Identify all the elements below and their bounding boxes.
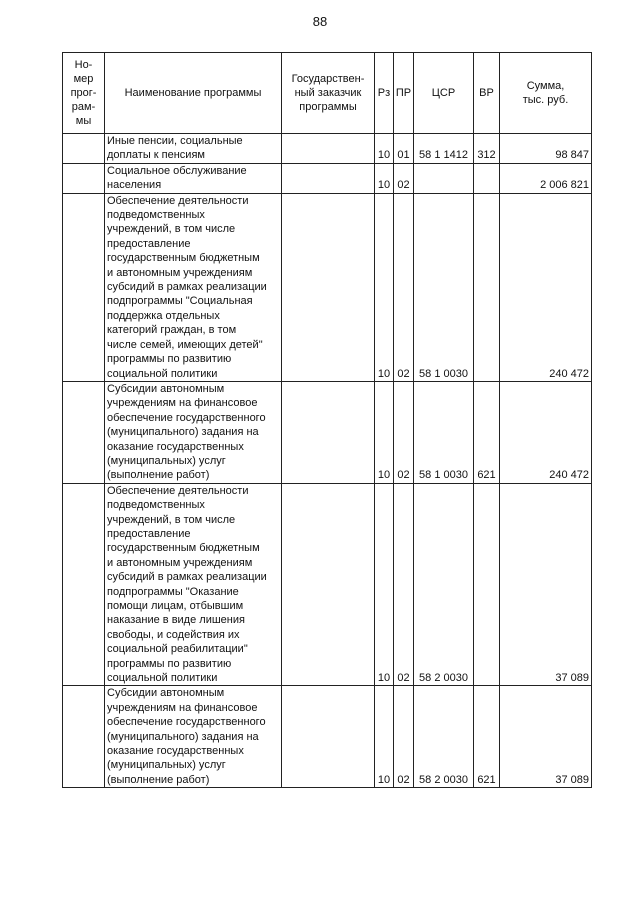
row-customer: [282, 483, 375, 686]
budget-table: [62, 52, 592, 788]
row-rz: 10: [375, 193, 394, 381]
header-customer-text: Государствен- ный заказчик программы: [291, 73, 365, 113]
row-customer: [282, 381, 375, 483]
table-row: [63, 134, 592, 164]
row-customer: [282, 134, 375, 164]
header-number: [63, 53, 105, 134]
row-vr: 621: [474, 686, 500, 788]
row-customer: [282, 193, 375, 381]
row-name: Субсидии автономным учреждениям на финансовое обеспечение государственного (муниципального) задания на оказание государственных (муниципальных) услуг (выполнение работ): [105, 686, 282, 788]
row-rz: 10: [375, 163, 394, 193]
header-pr-text: ПР: [395, 87, 412, 99]
row-csr: [414, 163, 474, 193]
row-sum: 98 847: [500, 134, 592, 164]
header-vr-text: ВР: [479, 87, 494, 99]
row-number: [63, 163, 105, 193]
table-row: [63, 193, 592, 381]
row-sum: 37 089: [500, 483, 592, 686]
row-name: Субсидии автономным учреждениям на финансовое обеспечение государственного (муниципального) задания на оказание государственных (муниципальных) услуг (выполнение работ): [105, 381, 282, 483]
row-name: Обеспечение деятельности подведомственных учреждений, в том числе предоставление государственным бюджетным и автономным учреждениям субсидий в рамках реализации подпрограммы "Социальная поддержка отдельных категорий граждан, в том числе семей, имеющих детей" программы по развитию социальной политики: [105, 193, 282, 381]
row-vr: 312: [474, 134, 500, 164]
table-row: [63, 483, 592, 686]
row-name: Обеспечение деятельности подведомственных учреждений, в том числе предоставление государственным бюджетным и автономным учреждениям субсидий в рамках реализации подпрограммы "Оказание помощи лицам, отбывшим наказание в виде лишения свободы, и содействия их социальной реабилитации" программы по развитию социальной политики: [105, 483, 282, 686]
header-vr: [474, 53, 500, 134]
row-vr: [474, 193, 500, 381]
header-csr-text: ЦСР: [431, 87, 456, 99]
row-vr: 621: [474, 381, 500, 483]
row-sum: 240 472: [500, 193, 592, 381]
row-customer: [282, 163, 375, 193]
row-csr: 58 1 0030: [414, 193, 474, 381]
header-sum-text: Сумма, тыс. руб.: [522, 80, 569, 106]
row-customer: [282, 686, 375, 788]
table-header-row: [63, 53, 592, 134]
row-pr: 02: [394, 163, 414, 193]
header-customer: [282, 53, 375, 134]
row-number: [63, 381, 105, 483]
row-rz: 10: [375, 483, 394, 686]
row-csr: 58 2 0030: [414, 483, 474, 686]
header-rz-text: Рз: [377, 87, 391, 99]
row-vr: [474, 163, 500, 193]
row-name: Социальное обслуживание населения: [105, 163, 282, 193]
row-rz: 10: [375, 686, 394, 788]
header-number-text: Но- мер прог- рам- мы: [70, 59, 97, 127]
row-pr: 02: [394, 483, 414, 686]
table-row: [63, 381, 592, 483]
header-sum: [500, 53, 592, 134]
row-sum: 37 089: [500, 686, 592, 788]
row-number: [63, 193, 105, 381]
row-csr: 58 1 1412: [414, 134, 474, 164]
row-name: Иные пенсии, социальные доплаты к пенсиям: [105, 134, 282, 164]
row-rz: 10: [375, 381, 394, 483]
row-pr: 02: [394, 193, 414, 381]
row-pr: 01: [394, 134, 414, 164]
row-csr: 58 2 0030: [414, 686, 474, 788]
row-number: [63, 686, 105, 788]
row-number: [63, 483, 105, 686]
header-pr: [394, 53, 414, 134]
row-number: [63, 134, 105, 164]
header-name-text: Наименование программы: [124, 87, 262, 99]
row-sum: 240 472: [500, 381, 592, 483]
row-pr: 02: [394, 381, 414, 483]
header-rz: [375, 53, 394, 134]
row-csr: 58 1 0030: [414, 381, 474, 483]
row-rz: 10: [375, 134, 394, 164]
table-row: [63, 686, 592, 788]
row-pr: 02: [394, 686, 414, 788]
header-csr: [414, 53, 474, 134]
table-row: [63, 163, 592, 193]
row-sum: 2 006 821: [500, 163, 592, 193]
row-vr: [474, 483, 500, 686]
header-name: [105, 53, 282, 134]
page-number: 88: [312, 14, 328, 29]
